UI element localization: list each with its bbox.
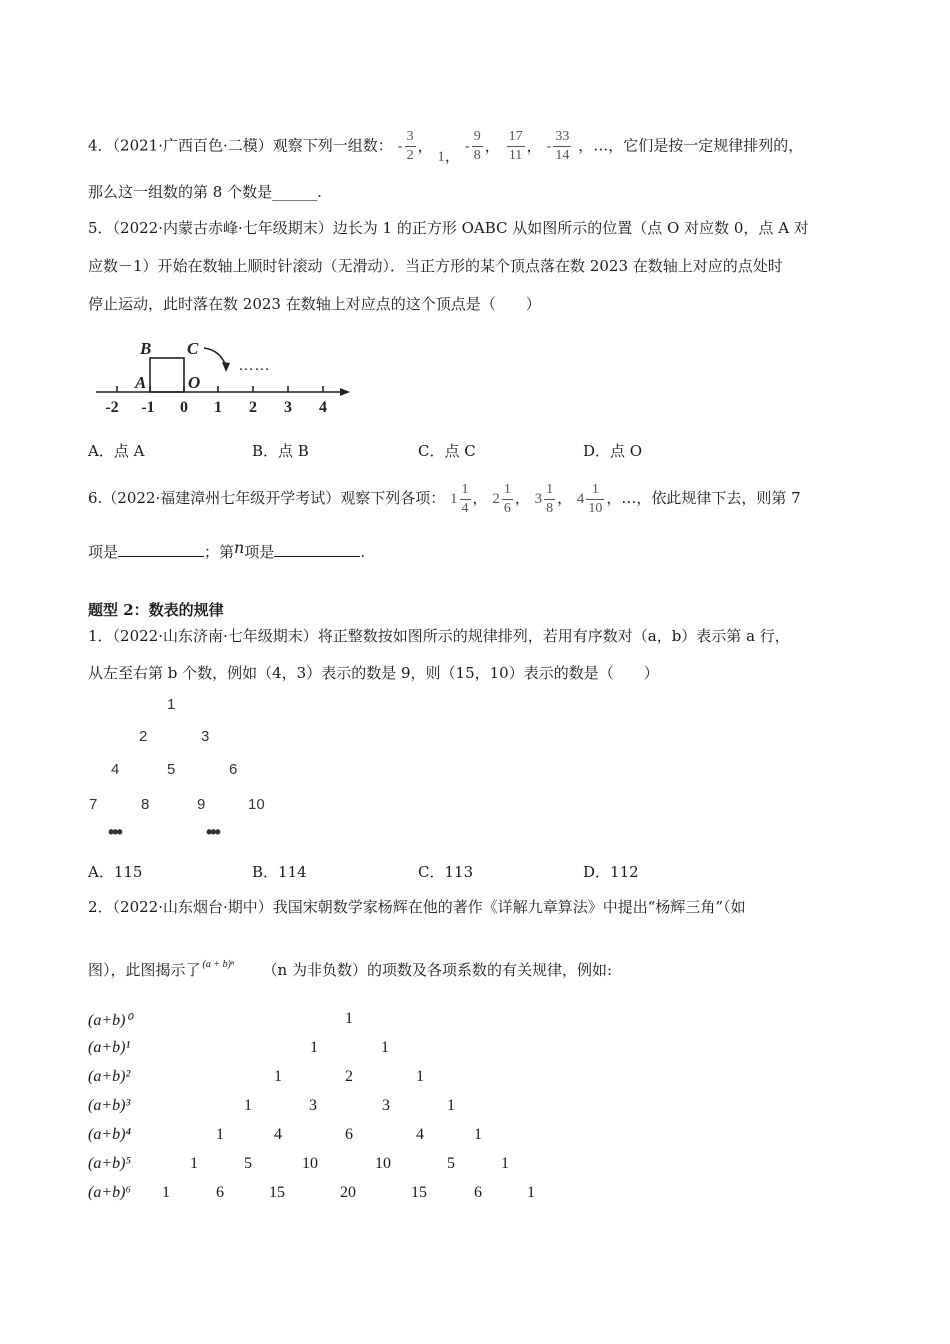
q5-option-a[interactable]: A．点 A (88, 442, 145, 460)
q6-suffix: ，…，依此规律下去，则第 7 (606, 489, 801, 507)
q5-line2: 应数－1）开始在数轴上顺时针滚动（无滑动）．当正方形的某个顶点落在数 2023 在数轴上对应的点处时 (88, 257, 783, 275)
q4-term-4: $\frac{17}{11}$ ， (508, 129, 547, 163)
coefficient: 3 (309, 1097, 317, 1114)
label-b: B (140, 339, 152, 358)
label-o: O (188, 373, 201, 392)
rotation-arrow-icon (222, 362, 230, 372)
coefficient: 1 (416, 1068, 424, 1085)
q4-term-5: - $\frac{33}{14}$ (546, 129, 570, 163)
q5-number-line-figure (92, 336, 357, 418)
q6-term-2: 2 $\frac{1}{6}$ (492, 481, 511, 516)
row-label: (a+b)⁰ (88, 1012, 132, 1029)
triangle-number: 9 (197, 796, 206, 813)
coefficient: 20 (340, 1184, 356, 1201)
q6-term-4: 4 $\frac{1}{10}$ (576, 481, 603, 516)
triangle-number: 3 (201, 728, 210, 745)
q6-line2: 项是 ；第n项是 . (88, 538, 366, 561)
coefficient: 4 (274, 1126, 282, 1143)
coefficient: 15 (269, 1184, 285, 1201)
coefficient: 10 (302, 1155, 318, 1172)
dots: …… (238, 357, 270, 374)
coefficient: 1 (447, 1097, 455, 1114)
q4-sequence: - $\frac{3}{2}$ ， 1， - $\frac{9}{8}$ ， $\frac{17}{11}$ ， - $\frac{33}{14}$ (398, 137, 579, 155)
row-label: (a+b)³ (88, 1097, 131, 1114)
label-c: C (187, 339, 199, 358)
q5-line1: 5．（2022·内蒙古赤峰·七年级期末）边长为 1 的正方形 OABC 从如图所示的位置（点 O 对应数 0，点 A 对 (88, 219, 809, 237)
q6-term-3: 3 $\frac{1}{8}$ (534, 481, 554, 516)
s1-line2: 从左至右第 b 个数，例如（4，3）表示的数是 9，则（15，10）表示的数是（ ） (88, 664, 659, 682)
tick-label-3: 3 (284, 399, 292, 416)
coefficient: 1 (501, 1155, 509, 1172)
ellipsis-dots: ••• (108, 822, 121, 842)
coefficient: 15 (411, 1184, 427, 1201)
q4-prefix: 4．（2021·广西百色·二模）观察下列一组数： (88, 136, 393, 155)
s1-option-d[interactable]: D．112 (583, 863, 639, 881)
triangle-number: 4 (111, 761, 120, 778)
s2-line2: 图），此图揭示了 (a + b)ⁿ （n 为非负数）的项数及各项系数的有关规律，例如: (88, 960, 612, 980)
tick-label-4: 4 (319, 399, 327, 416)
ellipsis-dots: ••• (206, 822, 219, 842)
triangle-number: 8 (141, 796, 150, 813)
coefficient: 1 (216, 1126, 224, 1143)
s1-line1: 1．（2022·山东济南·七年级期末）将正整数按如图所示的规律排列，若用有序数对（a，b）表示第 a 行， (88, 627, 790, 645)
square-oabc (150, 358, 184, 392)
q4-term-3: - $\frac{9}{8}$ ， (464, 129, 505, 163)
answer-blank-nth[interactable] (274, 542, 360, 557)
row-label: (a+b)⁵ (88, 1155, 132, 1172)
q4-line1 (88, 128, 803, 172)
triangle-number: 1 (167, 696, 176, 713)
coefficient: 1 (527, 1184, 535, 1201)
coefficient: 6 (345, 1126, 353, 1143)
triangle-number: 2 (139, 728, 148, 745)
q4-line2: 那么这一组数的第 8 个数是______. (88, 183, 322, 201)
row-label: (a+b)⁴ (88, 1126, 132, 1143)
tick-label-neg2: -2 (105, 399, 119, 416)
coefficient: 1 (474, 1126, 482, 1143)
q6-term-1: 1 $\frac{1}{4}$ (450, 481, 469, 516)
label-a: A (135, 373, 147, 392)
triangle-number: 10 (248, 796, 265, 813)
axis-ticks (117, 386, 323, 392)
q6-line1: 6.（2022·福建漳州七年级开学考试）观察下列各项： 1 $\frac{1}{4}$ ， 2 $\frac{1}{6}$ ， 3 $\frac{1}{8}$ ， 4 $\frac{1}{10}$ ，…，依此规律下去，则第 7 (88, 478, 801, 519)
tick-label-neg1: -1 (141, 399, 155, 416)
coefficient: 1 (345, 1010, 353, 1027)
coefficient: 4 (416, 1126, 424, 1143)
triangle-number: 5 (167, 761, 176, 778)
coefficient: 3 (382, 1097, 390, 1114)
q4-term-2: 1 (437, 148, 445, 165)
s2-line1: 2．（2022·山东烟台·期中）我国宋朝数学家杨辉在他的著作《详解九章算法》中提出“杨辉三角”（如 (88, 898, 746, 916)
q5-option-c[interactable]: C．点 C (418, 442, 476, 460)
coefficient: 6 (216, 1184, 224, 1201)
coefficient: 2 (345, 1068, 353, 1085)
row-label: (a+b)¹ (88, 1039, 131, 1056)
coefficient: 6 (474, 1184, 482, 1201)
triangle-number: 7 (89, 796, 98, 813)
q4-suffix: ，…，它们是按一定规律排列的， (578, 136, 804, 155)
coefficient: 1 (162, 1184, 170, 1201)
coefficient: 1 (244, 1097, 252, 1114)
section-heading: 题型 2：数表的规律 (88, 601, 224, 619)
s1-option-a[interactable]: A．115 (88, 863, 143, 881)
tick-label-1: 1 (214, 399, 222, 416)
row-label: (a+b)² (88, 1068, 131, 1085)
s1-option-c[interactable]: C．113 (418, 863, 474, 881)
row-label: (a+b)⁶ (88, 1184, 132, 1201)
q5-option-b[interactable]: B．点 B (252, 442, 309, 460)
q4-term-1: - $\frac{3}{2}$ ， (397, 129, 438, 163)
tick-label-0: 0 (180, 399, 188, 416)
coefficient: 1 (310, 1039, 318, 1056)
triangle-number: 6 (229, 761, 238, 778)
tick-label-2: 2 (249, 399, 257, 416)
coefficient: 1 (190, 1155, 198, 1172)
q6-prefix: 6.（2022·福建漳州七年级开学考试）观察下列各项： (88, 489, 446, 507)
formula-expr: (a + b)ⁿ (202, 959, 235, 970)
axis-arrow-icon (340, 388, 350, 396)
q5-option-d[interactable]: D．点 O (583, 442, 643, 460)
coefficient: 5 (244, 1155, 252, 1172)
coefficient: 1 (381, 1039, 389, 1056)
coefficient: 1 (274, 1068, 282, 1085)
coefficient: 10 (375, 1155, 391, 1172)
s1-option-b[interactable]: B．114 (252, 863, 307, 881)
answer-blank-7th[interactable] (118, 542, 204, 557)
q5-line3: 停止运动，此时落在数 2023 在数轴上对应点的这个顶点是（ ） (88, 295, 541, 313)
coefficient: 5 (447, 1155, 455, 1172)
